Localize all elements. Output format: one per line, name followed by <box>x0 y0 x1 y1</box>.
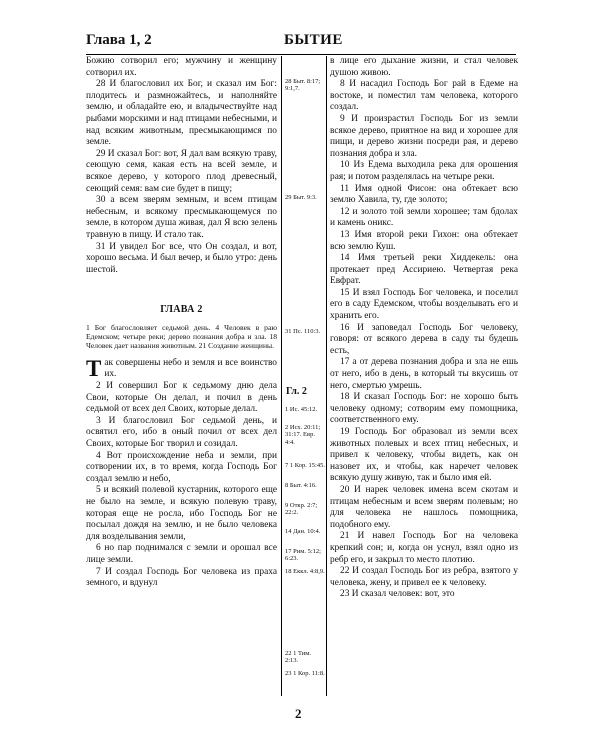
verse-2-11: 11 Имя одной Фисон: она обтекает всю землю Хавила, ту, где золото; <box>330 183 518 206</box>
cross-ref-chapter-label: Гл. 2 <box>286 386 307 397</box>
verse-2-9: 9 И произрастил Господь Бог из земли всякое дерево, приятное на вид и хорошее для пищи, и дерево жизни посреди рая, и дерево познания добра и зла. <box>330 113 518 159</box>
verse-2-16: 16 И заповедал Господь Бог человеку, говоря: от всякого дерева в саду ты будешь есть, <box>330 322 518 356</box>
verse-2-7: 7 И создал Господь Бог человека из праха земного, и вдунул <box>86 566 277 589</box>
verse-2-4: 4 Вот происхождение неба и земли, при сотворении их, в то время, когда Господь Бог создал землю и небо, <box>86 450 277 484</box>
verse-1-30: 30 а всем зверям земным, и всем птицам небесным, и всякому пресмыкающемуся по земле, в котором душа живая, дал Я всю зелень травную в пищу. И стало так. <box>86 195 277 240</box>
verse-2-17: 17 а от дерева познания добра и зла не ешь от него, ибо в день, в который ты вкусишь от него, смертью умрешь. <box>330 357 518 391</box>
cross-ref-2-23: 23 1 Кор. 11:8. <box>285 670 325 677</box>
verse-2-7-continuation: в лице его дыхание жизни, и стал человек душою живою. <box>330 56 518 78</box>
header-rule <box>86 54 516 55</box>
verse-2-21: 21 И навел Господь Бог на человека крепкий сон; и, когда он уснул, взял одно из ребр его, и закрыл то место плотию. <box>330 531 518 565</box>
verse-2-13: 13 Имя второй реки Гихон: она обтекает всю землю Куш. <box>330 229 518 252</box>
verse-2-10: 10 Из Едема выходила река для орошения рая; и потом разделялась на четыре реки. <box>330 160 518 182</box>
verse-1-31: 31 И увидел Бог все, что Он создал, и вот, хорошо весьма. И был вечер, и было утро: день шестой. <box>86 241 277 275</box>
page-number: 2 <box>295 706 302 721</box>
verse-continuation: Божию сотворил его; мужчину и женщину сотворил их. <box>86 56 277 78</box>
verse-2-22: 22 И создал Господь Бог из ребра, взятого у человека, жену, и привел ее к человеку. <box>330 566 518 588</box>
verse-2-18: 18 И сказал Господь Бог: не хорошо быть человеку одному; сотворим ему помощника, соответственного ему. <box>330 392 518 426</box>
verse-2-5: 5 и всякий полевой кустарник, которого еще не было на земле, и всякую полевую траву, которая еще не росла, ибо Господь Бог не посылал дождя на землю, и не было человека для возделывания земли, <box>86 485 277 542</box>
verse-2-14: 14 Имя третьей реки Хиддекель: она протекает пред Ассириею. Четвертая река Евфрат. <box>330 253 518 287</box>
chapter-2-title: ГЛАВА 2 <box>160 304 203 316</box>
cross-ref-2-1: 1 Ис. 45:12. <box>285 406 318 413</box>
verse-2-8: 8 И насадил Господь Бог рай в Едеме на востоке, и поместил там человека, которого создал. <box>330 79 518 113</box>
verse-2-1-text: ак совершены небо и земля и все воинство их. <box>104 357 277 380</box>
cross-ref-28: 28 Быт. 8:17; 9:1,7. <box>285 78 321 93</box>
verse-1-28: 28 И благословил их Бог, и сказал им Бог: плодитесь и размножайтесь, и наполняйте землю, и обладайте ею, и владычествуйте над рыбами морскими и над птицами небесными, и над всяким животным, пресмыкающимся по земле. <box>86 79 277 148</box>
verse-2-20: 20 И нарек человек имена всем скотам и птицам небесным и всем зверям полевым; но для человека не нашлось помощника, подобного ему. <box>330 484 518 530</box>
verse-2-1 <box>86 355 277 381</box>
cross-ref-2-22: 22 1 Тим. 2:13. <box>285 650 312 665</box>
cross-ref-29: 29 Быт. 9:3. <box>285 194 317 201</box>
cross-ref-2-7: 7 1 Кор. 15:45. <box>285 462 325 469</box>
verse-2-2: 2 И совершил Бог к седьмому дню дела Свои, которые Он делал, и почил в день седьмой от всех дел Своих, которые делал. <box>86 381 277 415</box>
verse-2-19: 19 Господь Бог образовал из земли всех животных полевых и всех птиц небесных, и привел к человеку, чтобы видеть, как он назовет их, и чтобы, как наречет человек всякую душу живую, так и было имя ей. <box>330 427 518 484</box>
cross-ref-2-14: 14 Дан. 10:4. <box>285 528 321 535</box>
verse-2-6: 6 но пар поднимался с земли и орошал все лице земли. <box>86 543 277 565</box>
header-book-title: БЫТИЕ <box>284 32 343 48</box>
cross-ref-2-2: 2 Исх. 20:11; 31:17. Евр. 4:4. <box>285 424 321 446</box>
column-divider-left <box>281 56 282 696</box>
cross-ref-2-8: 8 Быт. 4:16. <box>285 482 317 489</box>
left-text-column <box>86 56 277 590</box>
column-divider-right <box>326 56 327 696</box>
cross-ref-2-17: 17 Рим. 5:12; 6:23. <box>285 548 321 563</box>
drop-cap: Т <box>86 355 102 381</box>
chapter-2-summary: 1 Бог благословляет седьмой день. 4 Человек в раю Едемском; четыре реки; дерево познания добра и зла. 18 Человек дает названия животным. 21 Создание женщины. <box>86 322 277 350</box>
verse-2-23: 23 И сказал человек: вот, это <box>340 589 455 600</box>
verse-1-29: 29 И сказал Бог: вот, Я дал вам всякую траву, сеющую семя, какая есть на всей земле, и всякое дерево, у которого плод древесный, сеющий семя: вам сие будет в пищу; <box>86 148 277 194</box>
verse-2-15: 15 И взял Господь Бог человека, и поселил его в саду Едемском, чтобы возделывать его и хранить его. <box>330 287 518 322</box>
cross-ref-2-9: 9 Откр. 2:7; 22:2. <box>285 502 318 517</box>
verse-2-12: 12 и золото той земли хорошее; там бдолах и камень оникс. <box>330 206 518 229</box>
cross-ref-2-18: 18 Еккл. 4:8,9. <box>285 568 325 575</box>
verse-2-3: 3 И благословил Бог седьмой день, и освятил его, ибо в оный почил от всех дел Своих, которые Бог творил и созидал. <box>86 415 277 450</box>
header-chapter-ref: Глава 1, 2 <box>86 32 152 48</box>
cross-ref-31: 31 Пс. 110:3. <box>285 328 321 335</box>
right-text-column <box>330 56 518 601</box>
